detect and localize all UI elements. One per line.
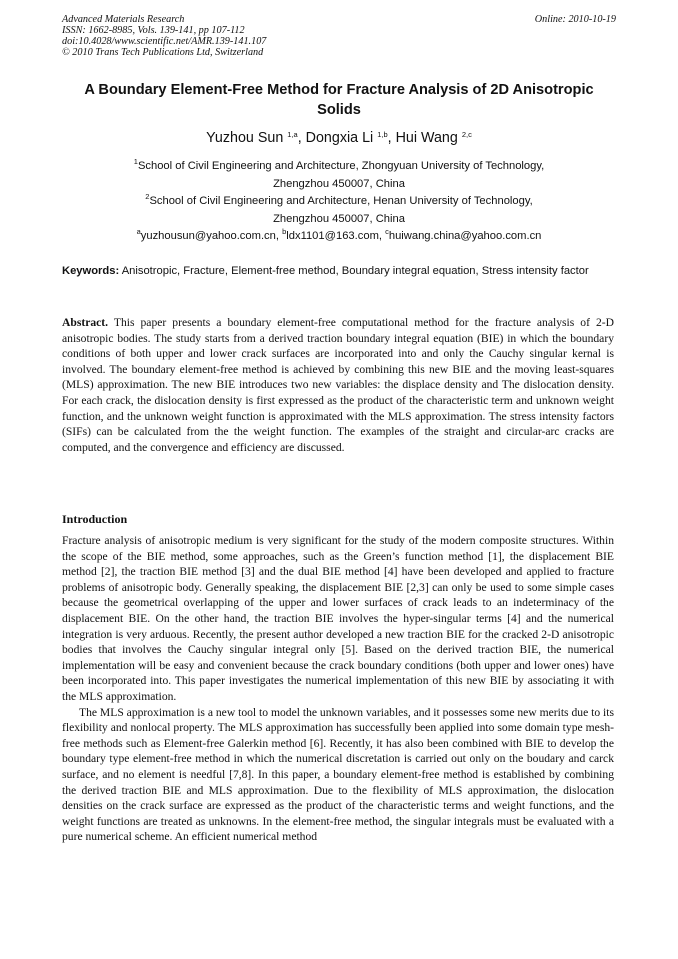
affiliation-2 bbox=[62, 192, 616, 228]
author-superscript: 2,c bbox=[461, 130, 472, 139]
author-name: Yuzhou Sun bbox=[206, 130, 284, 146]
abstract-label: Abstract. bbox=[62, 316, 109, 329]
email-superscript: a bbox=[136, 227, 141, 236]
author-separator: , bbox=[297, 130, 306, 146]
author-superscript: 1,a bbox=[287, 130, 298, 139]
body-paragraph: Fracture analysis of anisotropic medium is very significant for the study of the modern composite structures. Within the scope of the BIE method, some approaches, such as the Green’s function method [1], the displacement BIE method [2], the traction BIE method [3] and the dual BIE method [4] have been developed and applied to fracture problems of anisotropic body. Generally speaking, the displacement BIE [2,3] can only be used to some simple cases because the geometrical overlapping of the upper and lower surfaces of crack leads to an indeterminacy of the displacement BIE. On the other hand, the traction BIE involves the hyper-singular terms [4] and the numerical integration is very arduous. Recently, the present author developed a new traction BIE for the cracked 2-D anisotropic bodies that involves the Cauchy singular integral only [5]. Based on the derived traction BIE, the numerical implementation will be easy and convenient because the crack boundary conditions (both upper and lower ones) have been incorporated into. This paper investigates the numerical implementation of this new BIE by associating it with the MLS approximation. bbox=[62, 534, 614, 703]
affiliation-line: School of Civil Engineering and Architecture, Henan University of Technology, bbox=[149, 195, 533, 207]
abstract-text: This paper presents a boundary element-free computational method for the fracture analysis of 2-D anisotropic bodies. The study starts from a derived traction boundary integral equation (BIE) in which the boundary conditions of both upper and lower crack surfaces are incorporated into and only the Cauchy singular kernal is involved. The boundary element-free method is achieved by combining this new BIE and the moving least-squares (MLS) approximation. The new BIE introduces two new variables: the displace density and The dislocation density. For each crack, the dislocation density is first expressed as the product of the characteristic term and unknown weight function, and the unknown weight function is approximated with the MLS approximation. The stress intensity factors (SIFs) can be calculated from the the weight function. The examples of the straight and circular-arc cracks are computed, and the convergence and efficiency are discussed. bbox=[62, 316, 614, 454]
affiliation-superscript: 1 bbox=[133, 157, 138, 166]
affiliation-line: Zhengzhou 450007, China bbox=[273, 178, 405, 190]
author-name: Hui Wang bbox=[395, 130, 458, 146]
email-address: yuzhousun@yahoo.com.cn, bbox=[140, 230, 283, 242]
affiliation-line: School of Civil Engineering and Architecture, Zhongyuan University of Technology, bbox=[137, 160, 545, 172]
paper-title: A Boundary Element-Free Method for Fracture Analysis of 2D Anisotropic Solids bbox=[84, 82, 594, 118]
email-address: ldx1101@163.com, bbox=[286, 230, 386, 242]
keywords-section bbox=[62, 264, 614, 279]
journal-name: Advanced Materials Research bbox=[62, 14, 185, 25]
email-list bbox=[62, 228, 616, 244]
body-paragraph: The MLS approximation is a new tool to model the unknown variables, and it possesses some new merits due to its flexibility and nonlocal property. The MLS approximation has successfully been applied into some domain type mesh-free methods such as Element-free Galerkin method [6]. Recently, it has also been combined with BIE to develop the boundary type element-free method in which the numerical discretation is carried out only on the boudary and carck surface, and no element is needful [7,8]. In this paper, a boundary element-free method is established by combining the derived traction BIE and MLS approximation. Due to the flexibility of MLS approximation, the dislocation densities on the crack surface are expressed as the product of the characteristic terms and weight functions, and the weight functions are treated as unknowns. In the element-free method, the singular integrals must be evaluated with a pure numerical scheme. An efficient numerical method bbox=[62, 705, 614, 844]
online-date: Online: 2010-10-19 bbox=[534, 14, 616, 25]
affiliation-1 bbox=[62, 157, 616, 193]
author-name: Dongxia Li bbox=[305, 130, 374, 146]
email-superscript: c bbox=[385, 227, 389, 236]
affiliation-superscript: 2 bbox=[145, 192, 150, 201]
affiliation-line: Zhengzhou 450007, China bbox=[273, 213, 405, 225]
introduction-heading: Introduction bbox=[62, 512, 128, 526]
email-address: huiwang.china@yahoo.com.cn bbox=[388, 230, 542, 242]
author-superscript: 1,b bbox=[377, 130, 388, 139]
author-separator: , bbox=[387, 130, 396, 146]
abstract-section bbox=[62, 315, 614, 455]
journal-header bbox=[62, 14, 616, 58]
copyright-line: © 2010 Trans Tech Publications Ltd, Switzerland bbox=[62, 47, 264, 58]
author-list bbox=[62, 129, 616, 147]
introduction-body bbox=[62, 533, 614, 845]
keywords-label: Keywords: bbox=[62, 265, 120, 277]
email-superscript: b bbox=[282, 227, 287, 236]
issn-line: ISSN: 1662-8985, Vols. 139-141, pp 107-112 bbox=[62, 25, 245, 36]
keywords-text: Anisotropic, Fracture, Element-free method, Boundary integral equation, Stress intensity factor bbox=[119, 265, 589, 277]
doi-line: doi:10.4028/www.scientific.net/AMR.139-141.107 bbox=[62, 36, 267, 47]
